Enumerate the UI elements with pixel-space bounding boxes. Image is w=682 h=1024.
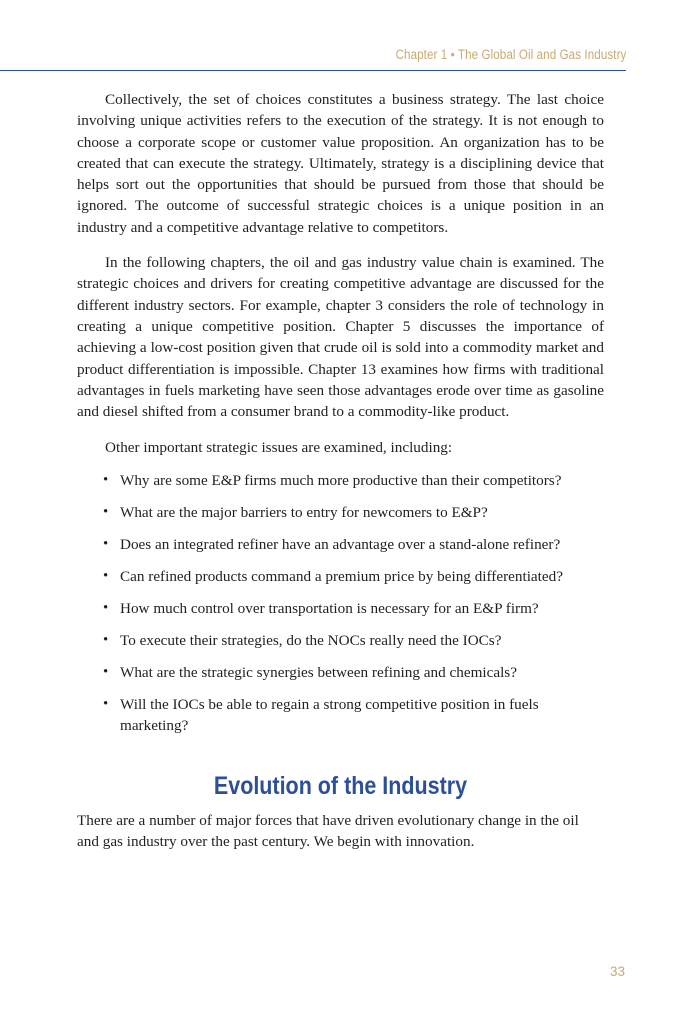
- list-item-text: Will the IOCs be able to regain a strong competitive position in fuels marketing?: [120, 695, 539, 734]
- body-paragraph-2: In the following chapters, the oil and gas industry value chain is examined. The strategic choices and drivers for creating competitive advantage are discussed for the different industry sectors. For example, chapter 3 considers the role of technology in creating a unique competitive position. Chapter 5 discusses the importance of achieving a low-cost position given that crude oil is sold into a commodity market and product differentiation is impossible. Chapter 13 examines how firms with traditional advantages in fuels marketing have seen those advantages erode over time as gasoline and diesel shifted from a consumer brand to a commodity-like product.: [77, 254, 604, 421]
- running-head-text: Chapter 1 • The Global Oil and Gas Industry: [395, 47, 626, 62]
- list-item: [77, 566, 604, 587]
- bullet-icon: •: [103, 695, 109, 712]
- section-heading: Evolution of the Industry: [213, 771, 468, 800]
- bullet-icon: •: [103, 503, 109, 520]
- bullet-icon: •: [103, 471, 109, 488]
- page-content: [77, 89, 604, 852]
- bullet-icon: •: [103, 599, 109, 616]
- body-paragraph-3: Other important strategic issues are examined, including:: [105, 439, 453, 457]
- list-item-text: What are the strategic synergies between refining and chemicals?: [120, 663, 517, 681]
- body-paragraph-1: Collectively, the set of choices constitutes a business strategy. The last choice involving unique activities refers to the execution of the strategy. It is not enough to choose a corporate scope or customer value proposition. An organization has to be created that can execute the strategy. Ultimately, strategy is a disciplining device that helps sort out the opportunities that should be pursued from those that should be ignored. The outcome of successful strategic choices is a unique position in an industry and a competitive advantage relative to competitors.: [77, 91, 604, 236]
- list-item: [77, 470, 604, 491]
- list-item-text: Can refined products command a premium price by being differentiated?: [120, 567, 563, 585]
- page-number: 33: [609, 964, 625, 979]
- bullet-icon: •: [103, 663, 109, 680]
- list-item-text: Why are some E&P firms much more productive than their competitors?: [120, 471, 562, 489]
- strategic-issues-list: [77, 470, 604, 736]
- list-item: [77, 534, 604, 555]
- list-item-text: Does an integrated refiner have an advantage over a stand-alone refiner?: [120, 535, 561, 553]
- list-item: [77, 694, 590, 736]
- bullet-icon: •: [103, 535, 109, 552]
- list-item: [77, 598, 604, 619]
- list-item-text: How much control over transportation is necessary for an E&P firm?: [120, 599, 539, 617]
- list-item-text: To execute their strategies, do the NOCs really need the IOCs?: [120, 631, 502, 649]
- list-item: [77, 662, 604, 683]
- list-item: [77, 502, 604, 523]
- list-item-text: What are the major barriers to entry for newcomers to E&P?: [120, 503, 488, 521]
- list-item: [77, 630, 604, 651]
- bullet-icon: •: [103, 567, 109, 584]
- bullet-icon: •: [103, 631, 109, 648]
- body-paragraph-4: There are a number of major forces that have driven evolutionary change in the oil and gas industry over the past century. We begin with innovation.: [77, 811, 579, 851]
- running-header: [0, 44, 626, 71]
